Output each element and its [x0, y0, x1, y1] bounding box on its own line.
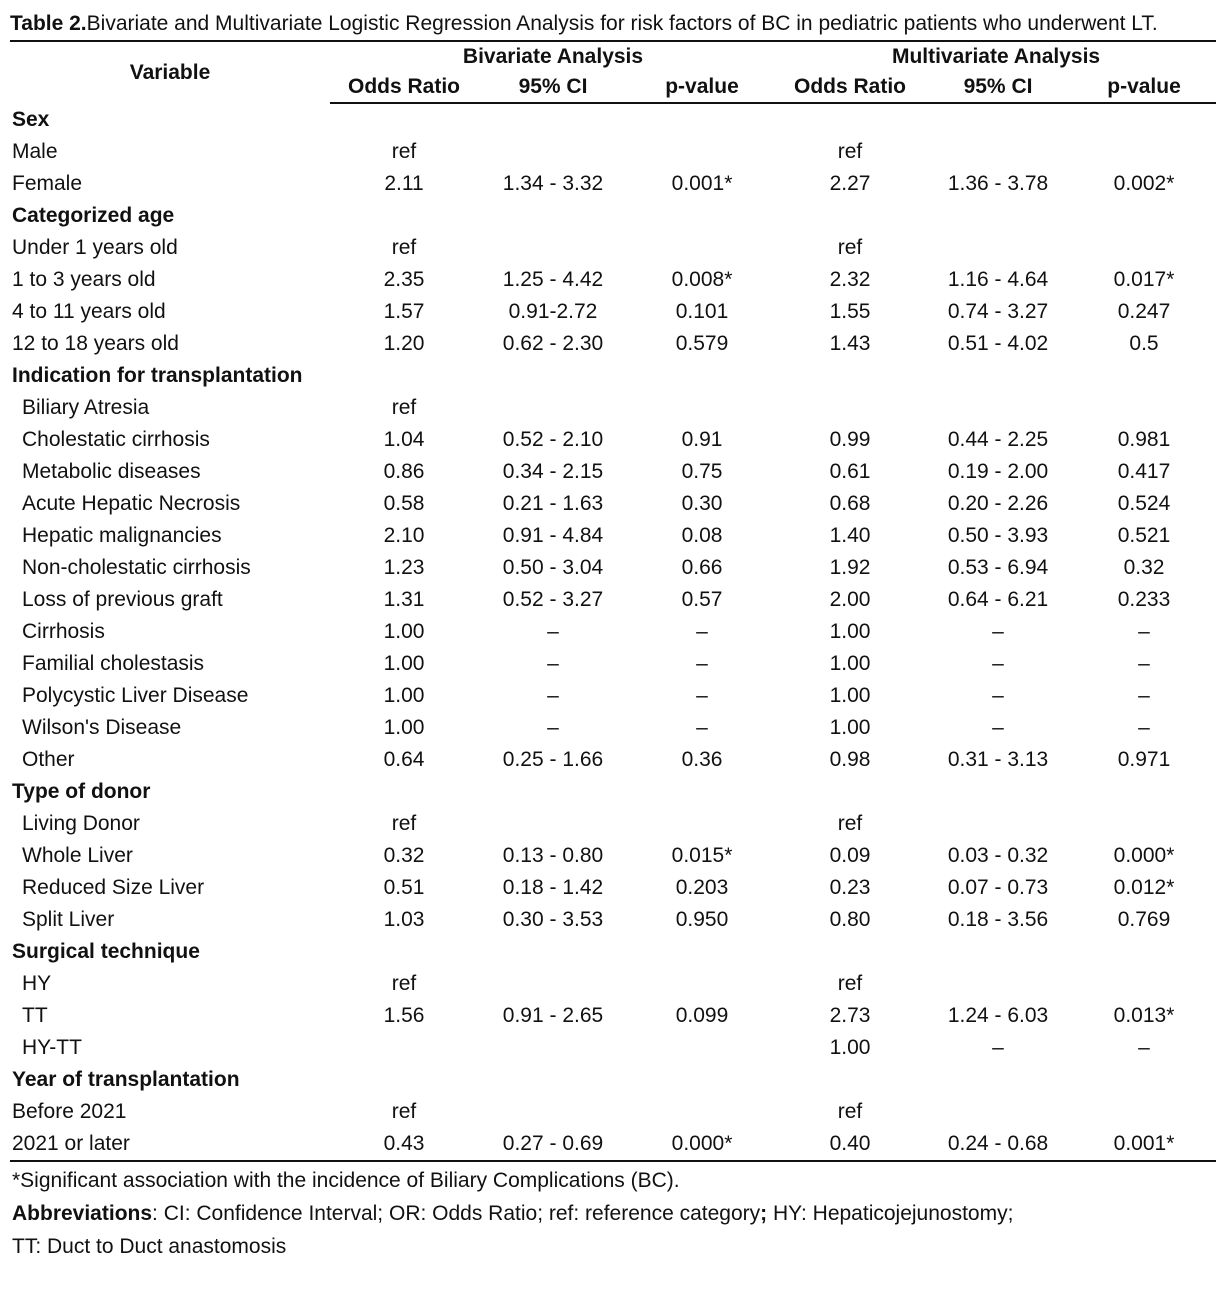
bivariate-p-value-cell: –	[696, 620, 708, 643]
multivariate-odds-ratio-cell	[776, 103, 924, 136]
bivariate-odds-ratio-cell: 1.00	[383, 684, 425, 707]
multivariate-odds-ratio-cell	[776, 776, 924, 808]
bivariate-p-value-cell: –	[696, 684, 708, 707]
bivariate-odds-ratio-cell: 1.20	[383, 332, 425, 355]
table-row	[10, 680, 1216, 712]
bivariate-p-value-cell: 0.36	[681, 748, 723, 771]
multivariate-odds-ratio-cell: 1.00	[829, 684, 871, 707]
bivariate-ci-cell	[478, 808, 628, 840]
multivariate-ci-cell	[924, 360, 1072, 392]
bivariate-p-value-cell: –	[696, 652, 708, 675]
multivariate-odds-ratio-cell: 1.40	[829, 524, 871, 547]
bivariate-p-value-cell: 0.57	[681, 588, 723, 611]
variable-label: TT	[22, 1004, 48, 1027]
bivariate-ci-cell: 0.18 - 1.42	[502, 876, 604, 899]
multivariate-p-value-cell: –	[1138, 1036, 1150, 1059]
multivariate-odds-ratio-cell: 2.00	[829, 588, 871, 611]
bivariate-p-value-cell: 0.579	[675, 332, 729, 355]
multivariate-odds-ratio-cell: ref	[837, 972, 863, 995]
multivariate-ci-cell: –	[992, 716, 1004, 739]
bivariate-ci-cell: 0.30 - 3.53	[502, 908, 604, 931]
multivariate-ci-cell: 0.24 - 0.68	[924, 1128, 1072, 1161]
table-row	[10, 1032, 1216, 1064]
multivariate-p-value-cell: 0.002*	[1113, 172, 1175, 195]
table-row	[10, 488, 1216, 520]
bivariate-p-value-cell	[628, 1064, 776, 1096]
table-header	[10, 41, 1216, 103]
bivariate-ci-cell: 0.91 - 2.65	[502, 1004, 604, 1027]
category-label: Type of donor	[12, 780, 151, 803]
bivariate-odds-ratio-cell	[330, 200, 478, 232]
table-row	[10, 424, 1216, 456]
bivariate-ci-cell: 0.34 - 2.15	[502, 460, 604, 483]
header-multivariate-ci: 95% CI	[924, 72, 1072, 103]
variable-label: Other	[22, 748, 75, 771]
table-row	[10, 808, 1216, 840]
category-row	[10, 200, 1216, 232]
bivariate-ci-cell	[478, 200, 628, 232]
multivariate-p-value-cell: 0.233	[1117, 588, 1171, 611]
header-variable: Variable	[10, 41, 330, 103]
multivariate-odds-ratio-cell: 0.23	[829, 876, 871, 899]
bivariate-ci-cell: 0.13 - 0.80	[502, 844, 604, 867]
bivariate-ci-cell	[478, 392, 628, 424]
multivariate-odds-ratio-cell: 0.61	[829, 460, 871, 483]
bivariate-ci-cell	[478, 360, 628, 392]
header-bivariate-odds-ratio: Odds Ratio	[330, 72, 478, 103]
bivariate-odds-ratio-cell: ref	[391, 396, 417, 419]
table-footnotes	[12, 1164, 1216, 1263]
table-row	[10, 136, 1216, 168]
multivariate-p-value-cell	[1072, 200, 1216, 232]
multivariate-p-value-cell: 0.769	[1117, 908, 1171, 931]
multivariate-ci-cell: 0.03 - 0.32	[947, 844, 1049, 867]
bivariate-ci-cell	[478, 1032, 628, 1064]
multivariate-ci-cell	[924, 1096, 1072, 1128]
variable-label: Female	[12, 172, 83, 195]
multivariate-p-value-cell: 0.5	[1129, 332, 1159, 355]
multivariate-p-value-cell: 0.521	[1117, 524, 1171, 547]
multivariate-p-value-cell	[1072, 1096, 1216, 1128]
variable-label: Metabolic diseases	[22, 460, 201, 483]
bivariate-odds-ratio-cell	[330, 103, 478, 136]
table-row	[10, 712, 1216, 744]
bivariate-odds-ratio-cell: 1.00	[383, 652, 425, 675]
multivariate-ci-cell	[924, 776, 1072, 808]
multivariate-ci-cell: 0.18 - 3.56	[947, 908, 1049, 931]
bivariate-ci-cell: 1.34 - 3.32	[502, 172, 604, 195]
abbreviations-footnote-line-2: TT: Duct to Duct anastomosis	[12, 1235, 287, 1258]
multivariate-p-value-cell: 0.971	[1117, 748, 1171, 771]
bivariate-p-value-cell: –	[696, 716, 708, 739]
table-figure	[10, 0, 1216, 1263]
abbreviations-separator: ;	[760, 1202, 768, 1225]
table-row	[10, 744, 1216, 776]
header-multivariate-p-value: p-value	[1072, 72, 1216, 103]
multivariate-odds-ratio-cell	[776, 360, 924, 392]
bivariate-p-value-cell	[628, 1032, 776, 1064]
multivariate-ci-cell: 1.16 - 4.64	[947, 268, 1049, 291]
table-row	[10, 1128, 1216, 1161]
bivariate-ci-cell: 0.27 - 0.69	[478, 1128, 628, 1161]
bivariate-ci-cell	[478, 136, 628, 168]
bivariate-ci-cell: 0.62 - 2.30	[502, 332, 604, 355]
bivariate-p-value-cell: 0.91	[681, 428, 723, 451]
multivariate-odds-ratio-cell: 0.99	[829, 428, 871, 451]
variable-label: Biliary Atresia	[22, 396, 150, 419]
bivariate-odds-ratio-cell: ref	[391, 1100, 417, 1123]
table-row	[10, 872, 1216, 904]
multivariate-ci-cell	[924, 808, 1072, 840]
header-bivariate-p-value: p-value	[628, 72, 776, 103]
bivariate-ci-cell: 0.25 - 1.66	[502, 748, 604, 771]
multivariate-p-value-cell: 0.017*	[1113, 268, 1175, 291]
bivariate-ci-cell: 0.52 - 2.10	[502, 428, 604, 451]
header-bivariate: Bivariate Analysis	[330, 41, 776, 72]
bivariate-p-value-cell	[628, 232, 776, 264]
bivariate-odds-ratio-cell	[330, 360, 478, 392]
multivariate-odds-ratio-cell: 1.55	[829, 300, 871, 323]
bivariate-odds-ratio-cell: 0.64	[383, 748, 425, 771]
bivariate-odds-ratio-cell: 1.00	[383, 620, 425, 643]
multivariate-p-value-cell: 0.013*	[1113, 1004, 1175, 1027]
multivariate-odds-ratio-cell: 0.09	[829, 844, 871, 867]
multivariate-p-value-cell	[1072, 968, 1216, 1000]
multivariate-p-value-cell	[1072, 776, 1216, 808]
caption-text: Bivariate and Multivariate Logistic Regression Analysis for risk factors of BC in pediatric patients who underwent LT.	[86, 12, 1158, 35]
bivariate-odds-ratio-cell: 1.04	[383, 428, 425, 451]
multivariate-ci-cell	[924, 200, 1072, 232]
bivariate-odds-ratio-cell: 0.51	[383, 876, 425, 899]
bivariate-odds-ratio-cell: ref	[391, 140, 417, 163]
bivariate-p-value-cell	[628, 136, 776, 168]
variable-label: Living Donor	[22, 812, 140, 835]
table-row	[10, 648, 1216, 680]
abbreviations-text-2: HY: Hepaticojejunostomy;	[767, 1202, 1014, 1225]
multivariate-ci-cell: –	[992, 620, 1004, 643]
multivariate-odds-ratio-cell: 1.92	[829, 556, 871, 579]
multivariate-p-value-cell: 0.417	[1117, 460, 1171, 483]
category-row	[10, 776, 1216, 808]
bivariate-odds-ratio-cell: ref	[391, 812, 417, 835]
bivariate-odds-ratio-cell: 1.31	[383, 588, 425, 611]
multivariate-odds-ratio-cell: 0.40	[776, 1128, 924, 1161]
category-row	[10, 936, 1216, 968]
multivariate-ci-cell: 0.53 - 6.94	[947, 556, 1049, 579]
abbreviations-label: Abbreviations	[12, 1202, 153, 1225]
header-multivariate-odds-ratio: Odds Ratio	[776, 72, 924, 103]
significance-footnote: *Significant association with the incidence of Biliary Complications (BC).	[12, 1169, 680, 1192]
abbreviations-footnote	[12, 1197, 1216, 1230]
bivariate-odds-ratio-cell: 1.00	[383, 716, 425, 739]
bivariate-odds-ratio-cell: ref	[391, 236, 417, 259]
table-row	[10, 904, 1216, 936]
multivariate-p-value-cell	[1072, 136, 1216, 168]
bivariate-p-value-cell	[628, 103, 776, 136]
table-row	[10, 296, 1216, 328]
variable-label: 12 to 18 years old	[12, 332, 179, 355]
bivariate-odds-ratio-cell: 2.10	[383, 524, 425, 547]
multivariate-odds-ratio-cell: ref	[837, 812, 863, 835]
multivariate-p-value-cell	[1072, 808, 1216, 840]
table-body	[10, 103, 1216, 1161]
header-bivariate-ci: 95% CI	[478, 72, 628, 103]
bivariate-p-value-cell	[628, 968, 776, 1000]
multivariate-ci-cell	[924, 968, 1072, 1000]
bivariate-odds-ratio-cell: 1.57	[383, 300, 425, 323]
variable-label: Non-cholestatic cirrhosis	[22, 556, 251, 579]
variable-label: Familial cholestasis	[22, 652, 205, 675]
multivariate-ci-cell	[924, 232, 1072, 264]
multivariate-p-value-cell	[1072, 392, 1216, 424]
variable-label: Male	[12, 140, 58, 163]
multivariate-p-value-cell	[1072, 103, 1216, 136]
multivariate-odds-ratio-cell	[776, 392, 924, 424]
bivariate-ci-cell	[478, 968, 628, 1000]
variable-label: HY-TT	[22, 1036, 82, 1059]
multivariate-ci-cell	[924, 1064, 1072, 1096]
category-label: Categorized age	[12, 204, 175, 227]
variable-label: Hepatic malignancies	[22, 524, 222, 547]
table-row	[10, 552, 1216, 584]
multivariate-ci-cell: –	[992, 684, 1004, 707]
multivariate-ci-cell	[924, 103, 1072, 136]
multivariate-p-value-cell: –	[1138, 652, 1150, 675]
variable-label: Whole Liver	[22, 844, 133, 867]
bivariate-ci-cell: 1.25 - 4.42	[502, 268, 604, 291]
bivariate-p-value-cell	[628, 776, 776, 808]
multivariate-odds-ratio-cell: 0.68	[829, 492, 871, 515]
multivariate-ci-cell	[924, 936, 1072, 968]
variable-label: Before 2021	[12, 1100, 127, 1123]
bivariate-p-value-cell: 0.66	[681, 556, 723, 579]
table-row	[10, 168, 1216, 200]
table-row	[10, 232, 1216, 264]
bivariate-ci-cell: –	[547, 716, 559, 739]
table-row	[10, 616, 1216, 648]
bivariate-odds-ratio-cell: 1.56	[383, 1004, 425, 1027]
multivariate-odds-ratio-cell: 2.32	[829, 268, 871, 291]
multivariate-p-value-cell	[1072, 360, 1216, 392]
category-label: Sex	[12, 107, 50, 131]
table-row	[10, 1000, 1216, 1032]
table-row	[10, 840, 1216, 872]
multivariate-odds-ratio-cell: 2.27	[829, 172, 871, 195]
bivariate-p-value-cell: 0.08	[681, 524, 723, 547]
table-row	[10, 264, 1216, 296]
bivariate-ci-cell: –	[547, 684, 559, 707]
table-row	[10, 456, 1216, 488]
bivariate-odds-ratio-cell	[330, 1064, 478, 1096]
multivariate-odds-ratio-cell: ref	[837, 1100, 863, 1123]
bivariate-p-value-cell: 0.950	[675, 908, 729, 931]
multivariate-p-value-cell: 0.247	[1117, 300, 1171, 323]
bivariate-p-value-cell	[628, 936, 776, 968]
bivariate-p-value-cell: 0.203	[675, 876, 729, 899]
multivariate-odds-ratio-cell: 2.73	[829, 1004, 871, 1027]
multivariate-p-value-cell: –	[1138, 684, 1150, 707]
table-caption	[10, 8, 1216, 40]
bivariate-ci-cell: 0.50 - 3.04	[502, 556, 604, 579]
bivariate-p-value-cell: 0.000*	[628, 1128, 776, 1161]
multivariate-ci-cell: 0.50 - 3.93	[947, 524, 1049, 547]
bivariate-odds-ratio-cell: ref	[391, 972, 417, 995]
multivariate-odds-ratio-cell: 0.98	[829, 748, 871, 771]
multivariate-odds-ratio-cell	[776, 1064, 924, 1096]
multivariate-ci-cell: 0.74 - 3.27	[947, 300, 1049, 323]
bivariate-ci-cell: –	[547, 652, 559, 675]
bivariate-p-value-cell	[628, 808, 776, 840]
variable-label: 1 to 3 years old	[12, 268, 156, 291]
bivariate-ci-cell	[478, 232, 628, 264]
category-row	[10, 1064, 1216, 1096]
multivariate-odds-ratio-cell: ref	[837, 140, 863, 163]
multivariate-odds-ratio-cell: 1.00	[829, 1036, 871, 1059]
bivariate-odds-ratio-cell: 0.32	[383, 844, 425, 867]
variable-label: 2021 or later	[10, 1128, 330, 1161]
multivariate-p-value-cell: 0.012*	[1113, 876, 1175, 899]
table-row	[10, 520, 1216, 552]
bivariate-p-value-cell	[628, 392, 776, 424]
variable-label: Reduced Size Liver	[22, 876, 205, 899]
table-row	[10, 392, 1216, 424]
bivariate-odds-ratio-cell	[330, 936, 478, 968]
bivariate-p-value-cell	[628, 200, 776, 232]
bivariate-ci-cell	[478, 936, 628, 968]
bivariate-p-value-cell	[628, 360, 776, 392]
multivariate-ci-cell: 1.24 - 6.03	[947, 1004, 1049, 1027]
multivariate-ci-cell: –	[992, 652, 1004, 675]
variable-label: Acute Hepatic Necrosis	[22, 492, 241, 515]
multivariate-ci-cell	[924, 136, 1072, 168]
multivariate-ci-cell: 0.20 - 2.26	[947, 492, 1049, 515]
multivariate-p-value-cell: –	[1138, 620, 1150, 643]
multivariate-odds-ratio-cell: 1.00	[829, 620, 871, 643]
multivariate-odds-ratio-cell: 1.00	[829, 652, 871, 675]
multivariate-p-value-cell	[1072, 232, 1216, 264]
multivariate-ci-cell: 1.36 - 3.78	[947, 172, 1049, 195]
bivariate-odds-ratio-cell: 2.11	[384, 172, 424, 195]
bivariate-ci-cell	[478, 776, 628, 808]
bivariate-p-value-cell	[628, 1096, 776, 1128]
bivariate-ci-cell	[478, 103, 628, 136]
bivariate-p-value-cell: 0.001*	[671, 172, 733, 195]
variable-label: Cholestatic cirrhosis	[22, 428, 210, 451]
variable-label: Cirrhosis	[22, 620, 105, 643]
caption-label: Table 2.	[10, 12, 87, 35]
multivariate-ci-cell	[924, 392, 1072, 424]
multivariate-ci-cell: 0.19 - 2.00	[947, 460, 1049, 483]
multivariate-ci-cell: 0.44 - 2.25	[947, 428, 1049, 451]
bivariate-p-value-cell: 0.015*	[671, 844, 733, 867]
regression-table	[10, 40, 1216, 1162]
bivariate-odds-ratio-cell: 0.86	[383, 460, 425, 483]
bivariate-odds-ratio-cell: 2.35	[383, 268, 425, 291]
category-label: Year of transplantation	[12, 1068, 240, 1091]
multivariate-p-value-cell: –	[1138, 716, 1150, 739]
bivariate-ci-cell: 0.91-2.72	[508, 300, 598, 323]
multivariate-p-value-cell: 0.524	[1117, 492, 1171, 515]
bivariate-ci-cell: 0.91 - 4.84	[502, 524, 604, 547]
bivariate-ci-cell: –	[547, 620, 559, 643]
bivariate-p-value-cell: 0.30	[681, 492, 723, 515]
multivariate-p-value-cell	[1072, 936, 1216, 968]
bivariate-odds-ratio-cell	[330, 776, 478, 808]
multivariate-ci-cell: 0.51 - 4.02	[947, 332, 1049, 355]
bivariate-ci-cell: 0.52 - 3.27	[502, 588, 604, 611]
table-row	[10, 328, 1216, 360]
variable-label: Loss of previous graft	[22, 588, 223, 611]
table-row	[10, 968, 1216, 1000]
bivariate-ci-cell	[478, 1064, 628, 1096]
multivariate-odds-ratio-cell	[776, 200, 924, 232]
category-label: Indication for transplantation	[12, 364, 303, 387]
variable-label: Under 1 years old	[12, 236, 178, 259]
multivariate-p-value-cell: 0.001*	[1072, 1128, 1216, 1161]
bivariate-odds-ratio-cell: 0.43	[330, 1128, 478, 1161]
multivariate-p-value-cell: 0.000*	[1113, 844, 1175, 867]
bivariate-ci-cell	[478, 1096, 628, 1128]
table-row	[10, 1096, 1216, 1128]
category-label: Surgical technique	[12, 940, 200, 963]
table-row	[10, 584, 1216, 616]
bivariate-odds-ratio-cell	[330, 1032, 478, 1064]
bivariate-p-value-cell: 0.008*	[671, 268, 733, 291]
bivariate-p-value-cell: 0.101	[675, 300, 729, 323]
multivariate-ci-cell: 0.64 - 6.21	[947, 588, 1049, 611]
variable-label: Split Liver	[22, 908, 115, 931]
variable-label: Polycystic Liver Disease	[22, 684, 249, 707]
multivariate-odds-ratio-cell	[776, 936, 924, 968]
multivariate-odds-ratio-cell: 1.00	[829, 716, 871, 739]
multivariate-odds-ratio-cell: 1.43	[829, 332, 871, 355]
bivariate-odds-ratio-cell: 1.03	[383, 908, 425, 931]
multivariate-ci-cell: 0.07 - 0.73	[947, 876, 1049, 899]
category-row	[10, 103, 1216, 136]
bivariate-p-value-cell: 0.099	[675, 1004, 729, 1027]
bivariate-ci-cell: 0.21 - 1.63	[502, 492, 604, 515]
bivariate-odds-ratio-cell: 1.23	[383, 556, 425, 579]
variable-label: HY	[22, 972, 52, 995]
category-row	[10, 360, 1216, 392]
multivariate-p-value-cell: 0.981	[1117, 428, 1171, 451]
multivariate-ci-cell: –	[992, 1036, 1004, 1059]
variable-label: Wilson's Disease	[22, 716, 182, 739]
multivariate-p-value-cell	[1072, 1064, 1216, 1096]
multivariate-ci-cell: 0.31 - 3.13	[947, 748, 1049, 771]
multivariate-odds-ratio-cell: ref	[837, 236, 863, 259]
abbreviations-text-1: : CI: Confidence Interval; OR: Odds Ratio; ref: reference category	[152, 1202, 761, 1225]
bivariate-odds-ratio-cell: 0.58	[383, 492, 425, 515]
variable-label: 4 to 11 years old	[12, 300, 166, 323]
header-multivariate: Multivariate Analysis	[776, 41, 1216, 72]
multivariate-odds-ratio-cell: 0.80	[829, 908, 871, 931]
multivariate-p-value-cell: 0.32	[1123, 556, 1165, 579]
bivariate-p-value-cell: 0.75	[681, 460, 723, 483]
